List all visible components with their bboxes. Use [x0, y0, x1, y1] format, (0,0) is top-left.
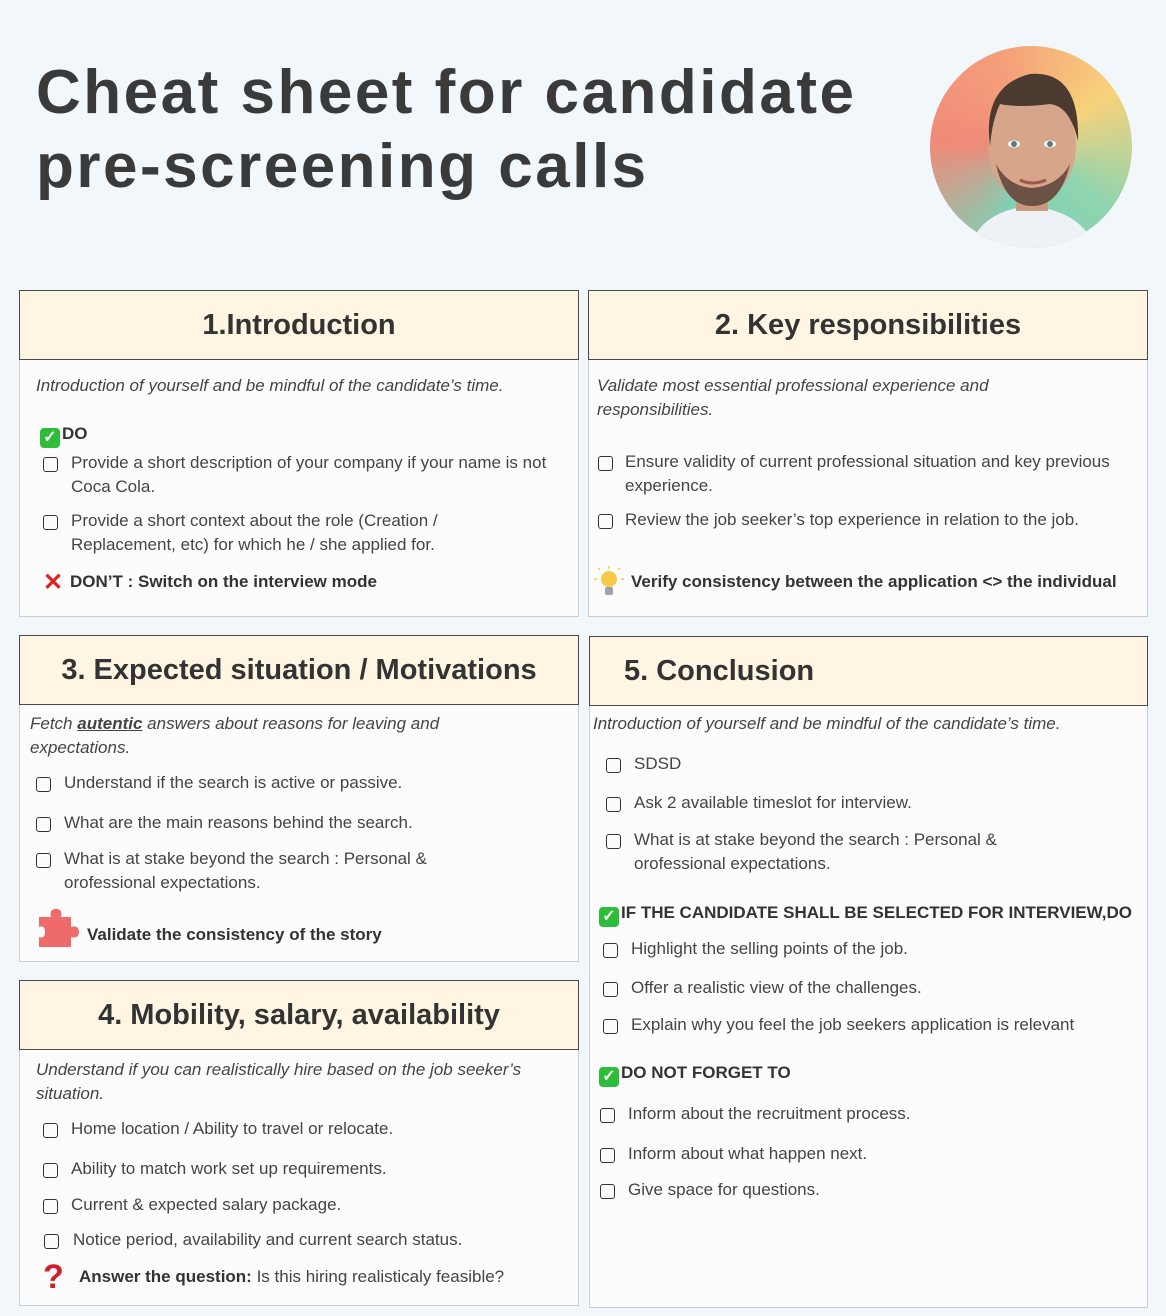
forget-label: ✓ DO NOT FORGET TO: [599, 1061, 791, 1087]
checkbox[interactable]: [43, 1123, 58, 1138]
question-text: Answer the question: Is this hiring realisticaly feasible?: [79, 1267, 505, 1286]
section-introduction: [19, 290, 579, 617]
section-heading: 4. Mobility, salary, availability: [19, 980, 579, 1050]
check-mark-icon: ✓: [599, 1067, 619, 1087]
tip-text: Validate the consistency of the story: [87, 925, 382, 944]
section-heading: 3. Expected situation / Motivations: [19, 635, 579, 705]
checkbox[interactable]: [600, 1108, 615, 1123]
checkbox[interactable]: [43, 1163, 58, 1178]
list-item: Offer a realistic view of the challenges.: [631, 978, 922, 997]
dont-label: DON’T : Switch on the interview mode: [70, 572, 377, 591]
list-item: Home location / Ability to travel or relocate.: [71, 1119, 394, 1138]
check-mark-icon: ✓: [599, 907, 619, 927]
checkbox[interactable]: [36, 853, 51, 868]
list-item: Inform about the recruitment process.: [628, 1104, 911, 1123]
person-avatar-icon: [930, 46, 1132, 248]
section-heading: 5. Conclusion: [589, 636, 1148, 706]
checkbox[interactable]: [606, 834, 621, 849]
checkbox[interactable]: [603, 943, 618, 958]
checkbox[interactable]: [43, 457, 58, 472]
list-item: SDSD: [634, 754, 682, 773]
checkbox[interactable]: [600, 1184, 615, 1199]
cross-icon: ✕: [43, 569, 64, 596]
checkbox[interactable]: [43, 515, 58, 530]
list-item: What are the main reasons behind the search.: [64, 813, 413, 832]
list-item: Highlight the selling points of the job.: [631, 939, 908, 958]
section-motivations: [19, 635, 579, 962]
check-mark-icon: ✓: [40, 428, 60, 448]
section-subtitle: Fetch autentic answers about reasons for leaving and expectations.: [30, 714, 440, 757]
list-item: Notice period, availability and current search status.: [73, 1230, 463, 1249]
list-item: Ask 2 available timeslot for interview.: [634, 793, 912, 812]
list-item: Ensure validity of current professional situation and key previous experience.: [625, 452, 1110, 495]
section-subtitle: Validate most essential professional experience and responsibilities.: [597, 376, 989, 419]
checkbox[interactable]: [606, 797, 621, 812]
lightbulb-icon: [594, 566, 624, 602]
checkbox[interactable]: [43, 1199, 58, 1214]
section-mobility: [19, 980, 579, 1306]
puzzle-piece-icon: [37, 909, 79, 949]
section-heading: 1.Introduction: [19, 290, 579, 360]
section-subtitle: Introduction of yourself and be mindful of the candidate’s time.: [36, 376, 504, 395]
checkbox[interactable]: [36, 777, 51, 792]
checkbox[interactable]: [600, 1148, 615, 1163]
checkbox[interactable]: [598, 514, 613, 529]
list-item: Provide a short context about the role (Creation / Replacement, etc) for which he / she applied for.: [71, 511, 438, 554]
checkbox[interactable]: [44, 1234, 59, 1249]
section-subtitle: Introduction of yourself and be mindful of the candidate’s time.: [593, 714, 1061, 733]
checkbox[interactable]: [603, 1019, 618, 1034]
list-item: Review the job seeker’s top experience in relation to the job.: [625, 510, 1079, 529]
section-conclusion: [589, 636, 1148, 1308]
checkbox[interactable]: [598, 456, 613, 471]
list-item: Inform about what happen next.: [628, 1144, 868, 1163]
list-item: Current & expected salary package.: [71, 1195, 342, 1214]
do-label: ✓ DO: [40, 422, 88, 448]
section-key-responsibilities: [588, 290, 1148, 617]
page-title: Cheat sheet for candidate pre-screening calls: [36, 58, 857, 201]
checkbox[interactable]: [36, 817, 51, 832]
list-item: Provide a short description of your company if your name is not Coca Cola.: [71, 453, 547, 496]
section-subtitle: Understand if you can realistically hire based on the job seeker’s situation.: [36, 1060, 522, 1103]
author-photo: [930, 46, 1132, 248]
list-item: What is at stake beyond the search : Personal & orofessional expectations.: [64, 849, 427, 892]
checkbox[interactable]: [606, 758, 621, 773]
checkbox[interactable]: [603, 982, 618, 997]
selected-label: ✓ IF THE CANDIDATE SHALL BE SELECTED FOR INTERVIEW,DO: [599, 901, 1132, 927]
list-item: What is at stake beyond the search : Personal & orofessional expectations.: [634, 830, 997, 873]
question-mark-icon: ?: [43, 1258, 64, 1296]
list-item: Give space for questions.: [628, 1180, 820, 1199]
list-item: Ability to match work set up requirements.: [71, 1159, 387, 1178]
tip-text: Verify consistency between the application <> the individual: [631, 572, 1117, 591]
section-heading: 2. Key responsibilities: [588, 290, 1148, 360]
list-item: Understand if the search is active or passive.: [64, 773, 403, 792]
list-item: Explain why you feel the job seekers application is relevant: [631, 1015, 1075, 1034]
